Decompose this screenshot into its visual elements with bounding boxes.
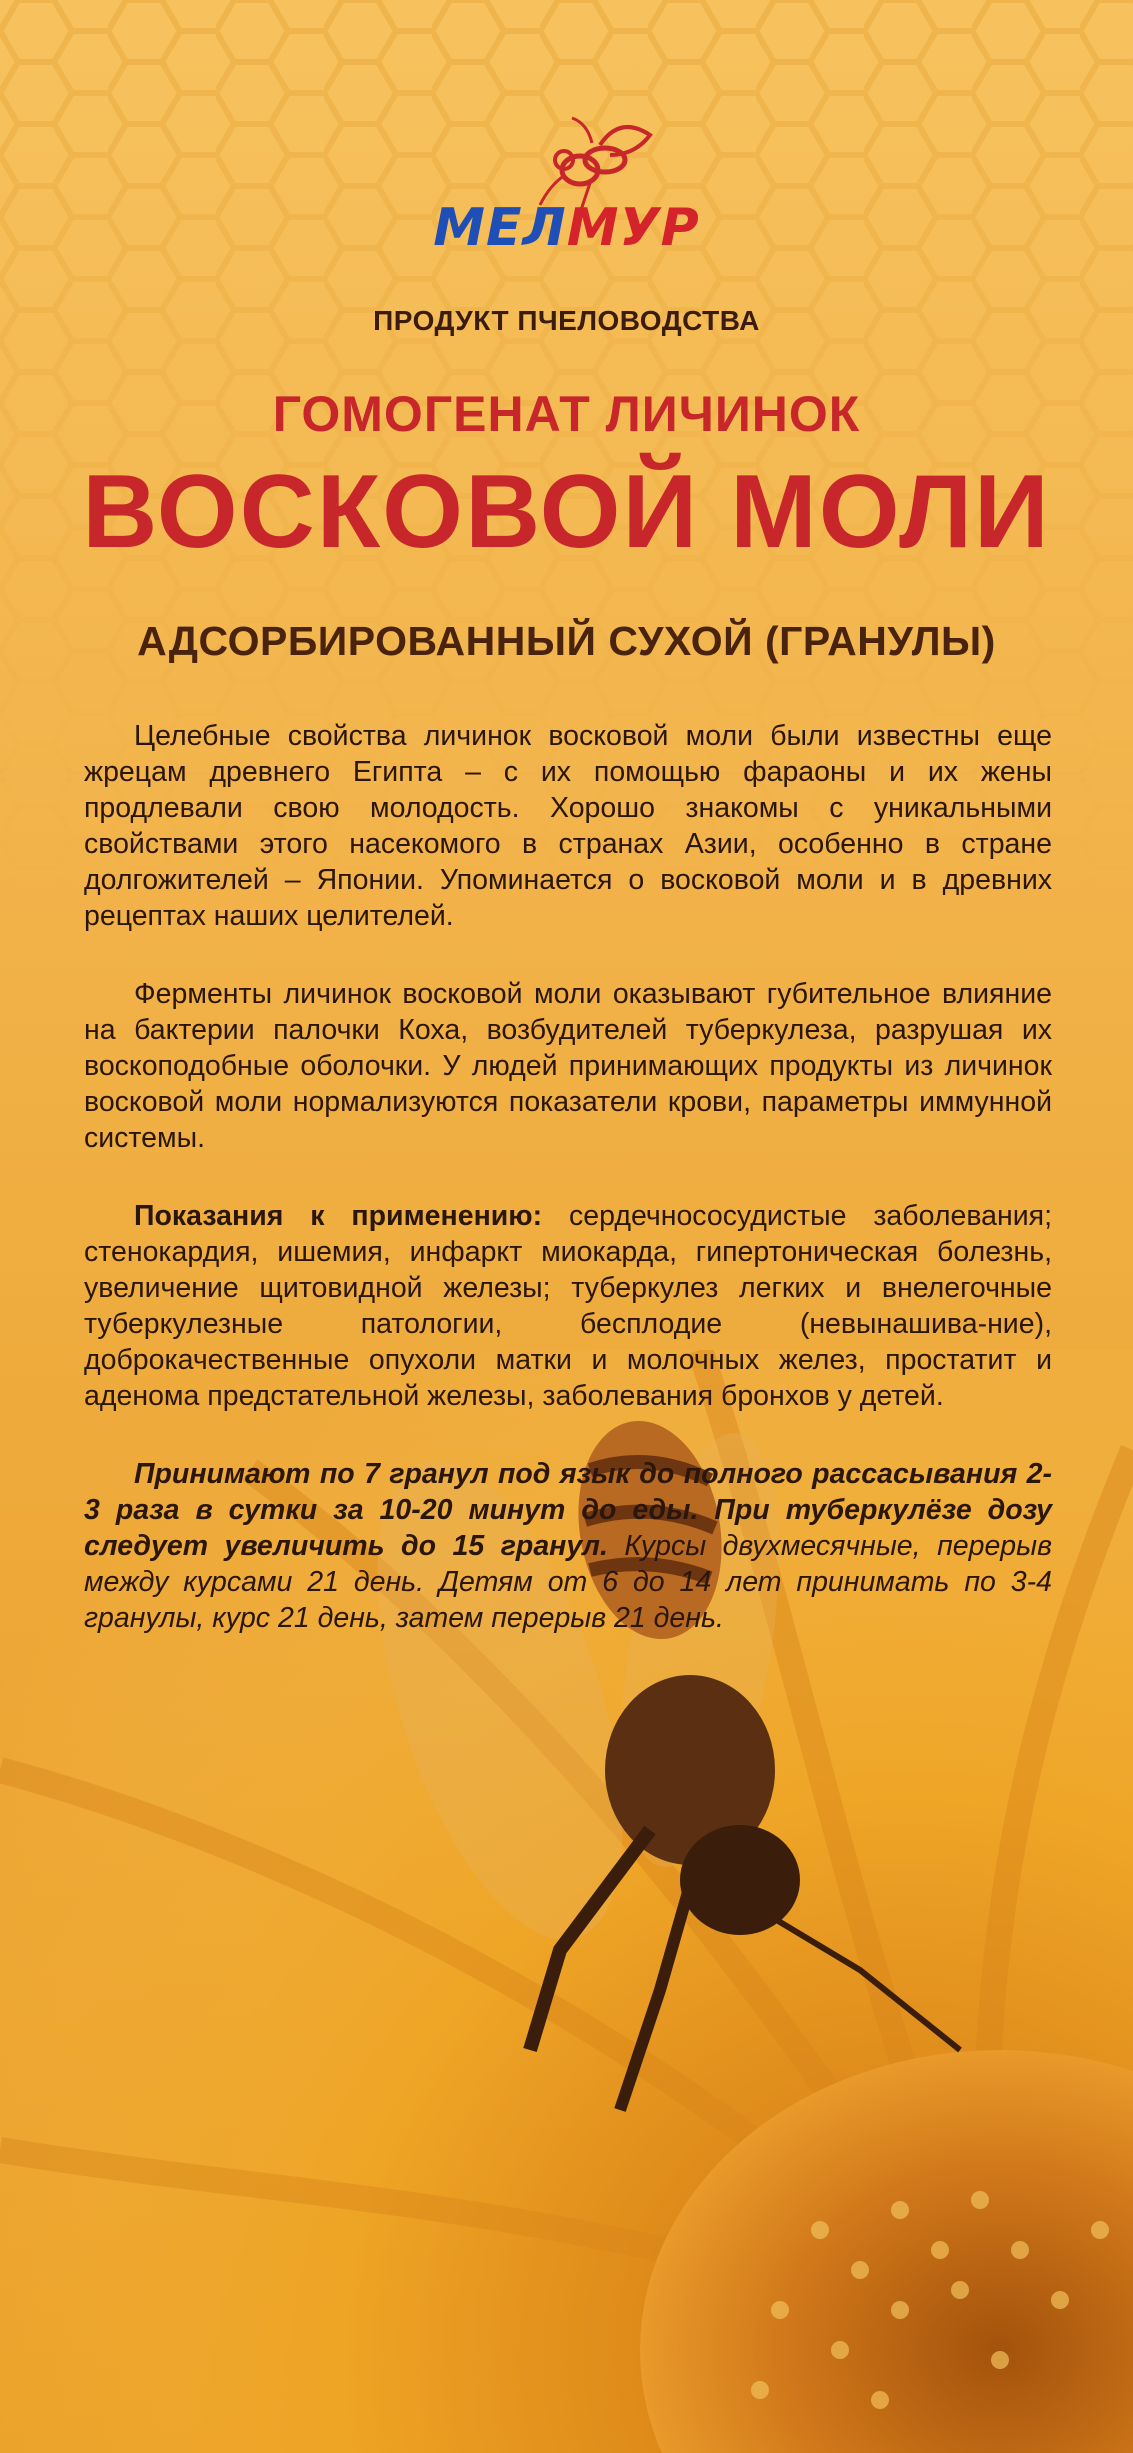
indications-text: сердечнососудистые заболевания; стенокардия, ишемия, инфаркт миокарда, гипертоническая болезнь, увеличение щитовидной железы; туберкулез легких и внелегочные туберкулезные патологии, бесплодие (невынашива-ние), доброкачественные опухоли матки и молочных желез, простатит и аденома предстательной железы, заболевания бронхов у детей. xyxy=(84,1200,1052,1412)
paragraph-history: Целебные свойства личинок восковой моли были известны еще жрецам древнего Египта – с их помощью фараоны и их жены продлевали свою молодость. Хорошо знакомы с уникальными свойствами этого насекомого в странах Азии, особенно в стране долгожителей – Японии. Упоминается о восковой моли и в древних рецептах наших целителей. xyxy=(84,720,1052,932)
dosage-course: Курсы двухмесячные, перерыв между курсами 21 день. Детям от 6 до 14 лет принимать по 3-4 гранулы, курс 21 день, затем перерыв 21 день. xyxy=(84,1530,1052,1634)
title-line-3: АДСОРБИРОВАННЫЙ СУХОЙ (ГРАНУЛЫ) xyxy=(137,618,996,664)
brand-logo xyxy=(0,198,1133,258)
title-line-2: ВОСКОВОЙ МОЛИ xyxy=(82,454,1051,570)
paragraph-indications xyxy=(84,1198,1052,1414)
title-line-1: ГОМОГЕНАТ ЛИЧИНОК xyxy=(272,386,861,442)
dosage-instructions: Принимают по 7 гранул под язык до полного рассасывания 2-3 раза в сутки за 10-20 минут до еды. При туберкулёзе дозу следует увеличить до 15 гранул. xyxy=(84,1458,1052,1562)
brand-part-1: МЕЛ xyxy=(433,198,567,258)
brand-part-2: МУР xyxy=(566,198,700,258)
paragraph-enzymes: Ферменты личинок восковой моли оказывают губительное влияние на бактерии палочки Коха, возбудителей туберкулеза, разрушая их воскоподобные оболочки. У людей принимающих продукты из личинок восковой моли нормализуются показатели крови, параметры иммунной системы. xyxy=(84,978,1052,1154)
product-category: ПРОДУКТ ПЧЕЛОВОДСТВА xyxy=(373,305,760,336)
indications-label: Показания к применению: xyxy=(134,1200,543,1232)
paragraph-dosage xyxy=(84,1456,1052,1636)
body-text xyxy=(84,718,1052,1678)
